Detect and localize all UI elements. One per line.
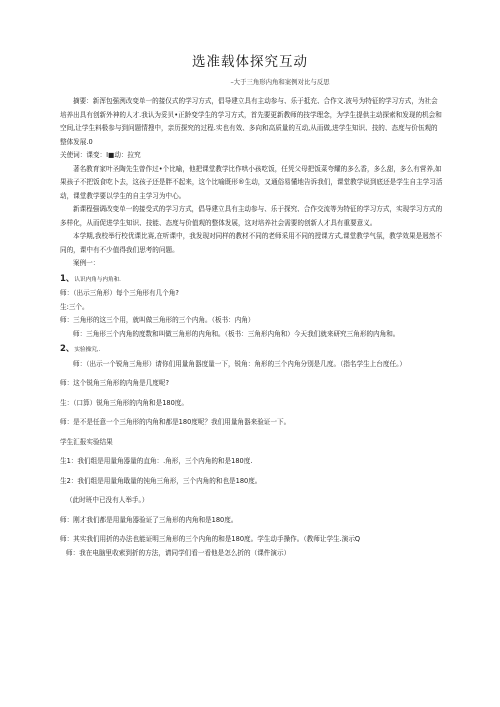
dialogue-line: 师：其实我们用折的办法也能证明三角形的三个内角的和是180度。学生动手操作。（教师让学生.演示Q: [60, 535, 361, 543]
section-number-1: 1、: [60, 273, 75, 284]
section-heading-2: [60, 343, 444, 358]
document-title: 选准载体探究互动: [192, 54, 308, 70]
section-text-2: 实验操究,.: [74, 347, 101, 353]
dialogue-line: 师：这个锐角三角形的内角是几度呢?: [60, 379, 169, 387]
dialogue-line: 师：三角形的这三个用，就叫做三角形的三个内角。（板书：内角）: [60, 316, 255, 324]
keywords-line: 关使词：课变：I■动：拉究: [60, 151, 141, 159]
dialogue-line: 师：（出示三角形）每个三角形有几个角?: [60, 289, 179, 297]
dialogue-line: 生1：我们组是用量角器量的直角：.角形，三个内角的和是180度.: [60, 457, 253, 465]
dialogue-line: 师：是不是任意一个三角形的内角和都是180度呢？我们用量角器来验证一下。: [60, 418, 291, 426]
section-text-1: 认识内角与内角和.: [74, 276, 121, 283]
dialogue-line: 师：三角形三个内角的度数和叫做三角形的内角和。（板书：三角形内角和）今天我们就来研究三角形的内角和。: [73, 329, 400, 338]
document-body: [60, 95, 444, 560]
dialogue-line: 生2：我们组是用量角戢量的钝角三角形，三个内角的和也是180度。: [60, 476, 262, 485]
intro-paragraph: 著名教育家叶圣陶先生曾作过•个比喻，他把课堂教学比作哄小孩吃饭，任凭父母把饭菜夸耀的多么香，多么甜，多么有营养,如果孩子不把饭食吃卜去，这孩子还是胖不起来，这个比喻既形®生动，又通俗易懂地告诉我们，课堂教学说到底还是学生自主学习活动，课堂教学要以学生的自主学习为中心。: [60, 164, 443, 200]
section-heading-1: [60, 273, 444, 288]
dialogue-line: 生：（口算）锐角三角形的内角和是180度。: [60, 398, 188, 407]
dialogue-line: 师：（出示一个锐角三角形）请你们用量角器度量一下，锐角：角形的三个内角分别是几度。（指名学生上台度任。）: [73, 359, 406, 368]
document-subtitle: –大于三角形内角和案例对比与反思: [230, 78, 330, 86]
dialogue-line: （此时班中已没有人举手。）: [66, 496, 149, 504]
section-number-2: 2、: [60, 344, 75, 354]
semester-paragraph: 本学期,我校举行校优课比赛,在听课中，我发现对同样的教材不同的老师采用不同的授课方式,课堂教学气氛，教学效果是迥然不同的，课中有不少值得我们思考的问题。: [60, 232, 442, 254]
dialogue-line: 师：刚才我们都是用量角器验证了三角形的内角和是180度。: [60, 515, 238, 524]
case-one-label: 案例一：: [73, 259, 100, 267]
abstract-paragraph: 摘要：新浑包强洌改变单一的接仅式的学习方式，倡导建立具有主动参与、乐于抵充、合作文.波号为特征的学习方式，为社会培养出具有创新外神的人才.我认为妥贝•正龄变学生的学习方式，首先要更新教师的技学理念，为学生提供主动探索和发现的机会和空间,让学生料极参与到问题情搜中，亲历探究的过程.实也有效、多向和高质量的互动,从而做,进学生知识、技的、态度与价伍观的整体发展.0: [60, 97, 442, 146]
dialogue-line: 学生汇报实验结果: [60, 437, 113, 446]
dialogue-line: 师：我在电脑里收索到折的方法，请同学们看一看他是怎么折的（课件演示）: [66, 548, 291, 557]
curriculum-paragraph: 新课程强调改变单一的接受式的学习方式，倡导建立具有主动参与、乐于探究、合作交流等为特征的学习方式，实现学习方式的多样化，从而促进学生知识、技能、态度与价值观的整体发展，这对培养社会需要的创新人才具有重要意义。: [60, 205, 443, 227]
dialogue-line: 生:三个。: [60, 302, 89, 311]
